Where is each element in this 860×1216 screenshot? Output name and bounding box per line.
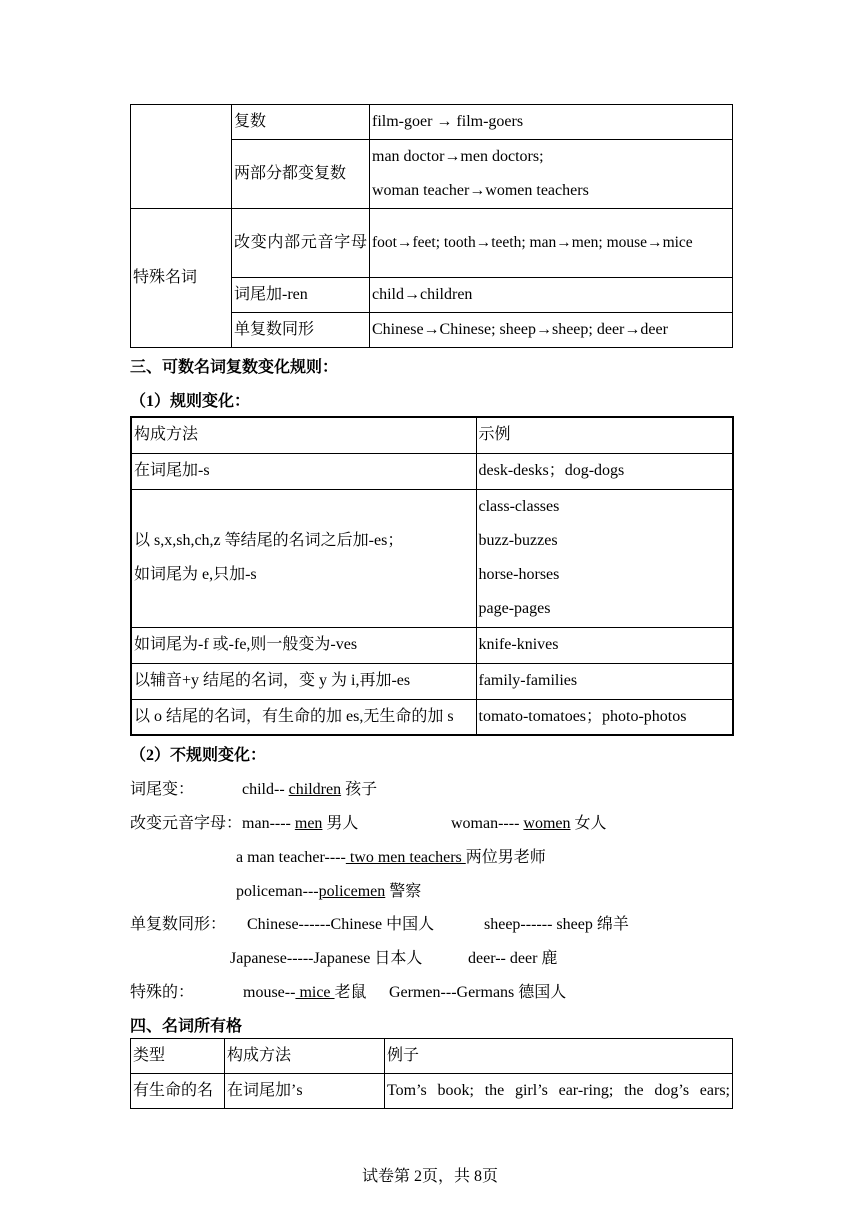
table-cell-line: horse-horses bbox=[478, 566, 560, 583]
page-footer: 试卷第 2页，共 8页 bbox=[361, 1168, 498, 1185]
table-cell: 以 o 结尾的名词，有生命的加 es,无生命的加 s bbox=[131, 699, 476, 735]
line-text: child-- children 孩子 bbox=[242, 781, 378, 798]
table-cell: 有生命的名 bbox=[131, 1074, 225, 1109]
table-cell-line: page-pages bbox=[478, 600, 551, 617]
table-header: 类型 bbox=[131, 1039, 225, 1074]
table-cell: film-goer → film-goers bbox=[370, 105, 733, 140]
table-header: 构成方法 bbox=[225, 1039, 385, 1074]
irregular-line: 特殊的： bbox=[130, 984, 195, 1001]
possessive-table bbox=[130, 1038, 733, 1109]
table-cell: 复数 bbox=[232, 105, 370, 140]
table-cell: Tom’s book; the girl’s ear-ring; the dog’s ears; bbox=[385, 1074, 733, 1109]
table-header: 示例 bbox=[476, 417, 733, 453]
table-cell: 在词尾加-s bbox=[131, 453, 476, 489]
table-cell: 以辅音+y 结尾的名词，变 y 为 i,再加-es bbox=[131, 663, 476, 699]
table-cell: 单复数同形 bbox=[232, 313, 370, 348]
table-cell: 在词尾加’s bbox=[225, 1074, 385, 1109]
subsection-heading: （1）规则变化： bbox=[130, 393, 251, 410]
irregular-line: deer-- deer 鹿 bbox=[468, 950, 558, 967]
irregular-line: Chinese------Chinese 中国人 bbox=[247, 916, 435, 933]
table-cell bbox=[131, 489, 476, 627]
table-cell-line: buzz-buzzes bbox=[478, 532, 558, 549]
table-header: 构成方法 bbox=[131, 417, 476, 453]
subsection-heading: （2）不规则变化： bbox=[130, 747, 267, 764]
line-label: 改变元音字母： bbox=[130, 815, 243, 832]
irregular-line: mouse-- mice 老鼠 bbox=[243, 984, 367, 1001]
table-cell-line: man doctor→men doctors; bbox=[372, 148, 544, 165]
irregular-line: woman---- women 女人 bbox=[451, 815, 607, 832]
table-cell bbox=[131, 105, 232, 209]
table-cell bbox=[476, 489, 733, 627]
irregular-line bbox=[130, 776, 378, 799]
table-cell-line: 如词尾为 e,只加-s bbox=[134, 566, 257, 583]
irregular-line: sheep------ sheep 绵羊 bbox=[484, 916, 629, 933]
table-cell: family-families bbox=[476, 663, 733, 699]
table-cell: 改变内部元音字母 bbox=[232, 209, 370, 278]
table-cell-line: woman teacher→women teachers bbox=[372, 182, 589, 199]
irregular-line: 单复数同形： bbox=[130, 916, 227, 933]
table-cell: desk-desks；dog-dogs bbox=[476, 453, 733, 489]
section-heading: 四、名词所有格 bbox=[130, 1018, 243, 1035]
irregular-line: policeman---policemen 警察 bbox=[236, 883, 422, 900]
table-cell: foot→feet; tooth→teeth; man→men; mouse→mice bbox=[370, 209, 733, 278]
line-label: 词尾变： bbox=[130, 781, 195, 798]
table-cell: 特殊名词 bbox=[131, 209, 232, 348]
table-cell: Chinese→Chinese; sheep→sheep; deer→deer bbox=[370, 313, 733, 348]
table-header: 例子 bbox=[385, 1039, 733, 1074]
table-cell bbox=[370, 140, 733, 209]
table-cell: tomato-tomatoes；photo-photos bbox=[476, 699, 733, 735]
table-cell-line: 以 s,x,sh,ch,z 等结尾的名词之后加-es； bbox=[134, 532, 404, 549]
table-cell: 如词尾为-f 或-fe,则一般变为-ves bbox=[131, 627, 476, 663]
table-cell: knife-knives bbox=[476, 627, 733, 663]
irregular-line: Japanese-----Japanese 日本人 bbox=[230, 950, 423, 967]
special-nouns-table bbox=[130, 104, 733, 348]
table-cell: 两部分都变复数 bbox=[232, 140, 370, 209]
regular-plural-table bbox=[130, 416, 734, 736]
section-heading: 三、可数名词复数变化规则： bbox=[130, 359, 339, 376]
table-cell-line: class-classes bbox=[478, 498, 560, 515]
irregular-line: Germen---Germans 德国人 bbox=[389, 984, 567, 1001]
irregular-line: 改变元音字母：man---- men 男人 bbox=[130, 815, 359, 832]
table-cell: child→children bbox=[370, 278, 733, 313]
table-cell: 词尾加-ren bbox=[232, 278, 370, 313]
irregular-line: a man teacher---- two men teachers 两位男老师 bbox=[236, 849, 546, 866]
